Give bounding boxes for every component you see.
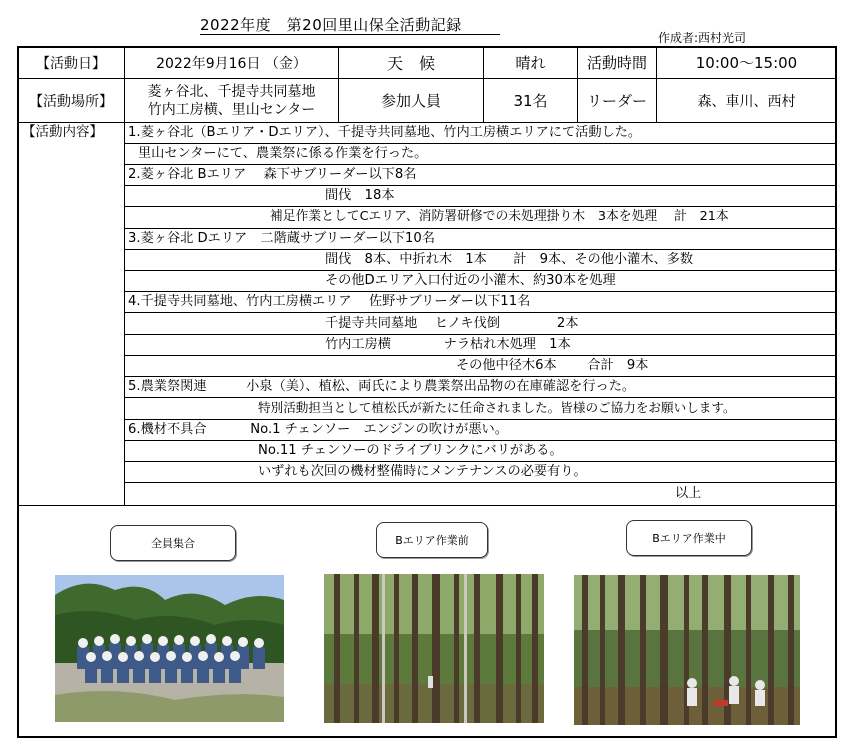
photo-caption: 全員集合: [110, 525, 236, 561]
line-divider: [124, 419, 836, 420]
line-divider: [124, 206, 836, 207]
weather-label: 天 候: [386, 54, 435, 73]
line-divider: [124, 334, 836, 335]
content-line: いずれも次回の機材整備時にメンテナンスの必要有り。: [258, 464, 587, 479]
place-label: 【活動場所】: [29, 93, 113, 110]
line-divider: [124, 185, 836, 186]
line-divider: [124, 270, 836, 271]
line-divider: [124, 143, 836, 144]
leader-label: リーダー: [586, 92, 647, 110]
content-line: 1.菱ヶ谷北（Bエリア・Dエリア）、千提寺共同墓地、竹内工房横エリアにて活動した。: [128, 125, 642, 140]
place-value: [125, 79, 338, 122]
row-divider: [17, 122, 837, 123]
participants-label: 参加人員: [380, 92, 441, 110]
line-divider: [124, 355, 836, 356]
forest-before-image: [324, 574, 544, 723]
forest-working-image: [574, 575, 800, 725]
content-line: その他中径木6本 合計 9本: [456, 358, 649, 373]
author: 作成者:西村光司: [658, 31, 747, 45]
content-line: 竹内工房横 ナラ枯れ木処理 1本: [325, 337, 571, 352]
content-line: 5.農業祭関連 小泉（美）、植松、両氏により農業祭出品物の在庫確認を行った。: [128, 379, 636, 394]
time-value: 10:00～15:00: [695, 54, 798, 72]
content-line: 以上: [675, 486, 702, 501]
content-line: 里山センターにて、農業祭に係る作業を行った。: [138, 146, 428, 161]
time-label: 活動時間: [586, 54, 647, 72]
line-divider: [124, 291, 836, 292]
content-line: 6.機材不具合 No.1 チェンソー エンジンの吹けが悪い。: [128, 422, 508, 437]
group-photo: [55, 575, 284, 722]
line-divider: [124, 461, 836, 462]
content-line: 千提寺共同墓地 ヒノキ伐倒 2本: [325, 316, 579, 331]
content-line: No.11 チェンソーのドライブリンクにバリがある。: [258, 443, 563, 458]
content-line: 間伐 18本: [325, 188, 395, 203]
line-divider: [124, 312, 836, 313]
date-label: 【活動日】: [36, 55, 106, 72]
title-underline: [200, 34, 500, 35]
row-divider: [17, 505, 837, 506]
place-line-2: 竹内工房横、里山センター: [147, 101, 316, 118]
line-divider: [124, 228, 836, 229]
forest-before-photo: [324, 574, 544, 723]
place-line-1: 菱ヶ谷北、千提寺共同墓地: [147, 83, 316, 100]
group-photo-image: [55, 575, 284, 722]
line-divider: [124, 397, 836, 398]
content-line: 特別活動担当として植松氏が新たに任命されました。皆様のご協力をお願いします。: [258, 400, 736, 415]
forest-working-photo: [574, 575, 800, 725]
line-divider: [124, 482, 836, 483]
line-divider: [124, 440, 836, 441]
date-value: 2022年9月16日 （金）: [156, 55, 307, 72]
content-label: 【活動内容】: [22, 124, 103, 140]
photo-caption: Bエリア作業前: [376, 522, 488, 558]
content-line: その他Dエリア入口付近の小灌木、約30本を処理: [325, 273, 616, 288]
line-divider: [124, 376, 836, 377]
weather-value: 晴れ: [515, 54, 546, 72]
content-line: 3.菱ヶ谷北 Dエリア 二階蔵サブリーダー以下10名: [128, 231, 435, 246]
content-line: 4.千提寺共同墓地、竹内工房横エリア 佐野サブリーダー以下11名: [128, 294, 531, 309]
content-line: 間伐 8本、中折れ木 1本 計 9本、その他小灌木、多数: [325, 252, 694, 267]
photo-caption: Bエリア作業中: [626, 520, 752, 556]
line-divider: [124, 164, 836, 165]
line-divider: [124, 249, 836, 250]
participants-value: 31名: [513, 92, 548, 110]
leader-value: 森、車川、西村: [697, 93, 796, 110]
document-title: 2022年度 第20回里山保全活動記録: [200, 16, 462, 34]
content-line: 2.菱ヶ谷北 Bエリア 森下サブリーダー以下8名: [128, 167, 417, 182]
content-line: 補足作業としてCエリア、消防署研修での未処理掛り木 3本を処理 計 21本: [270, 209, 729, 224]
